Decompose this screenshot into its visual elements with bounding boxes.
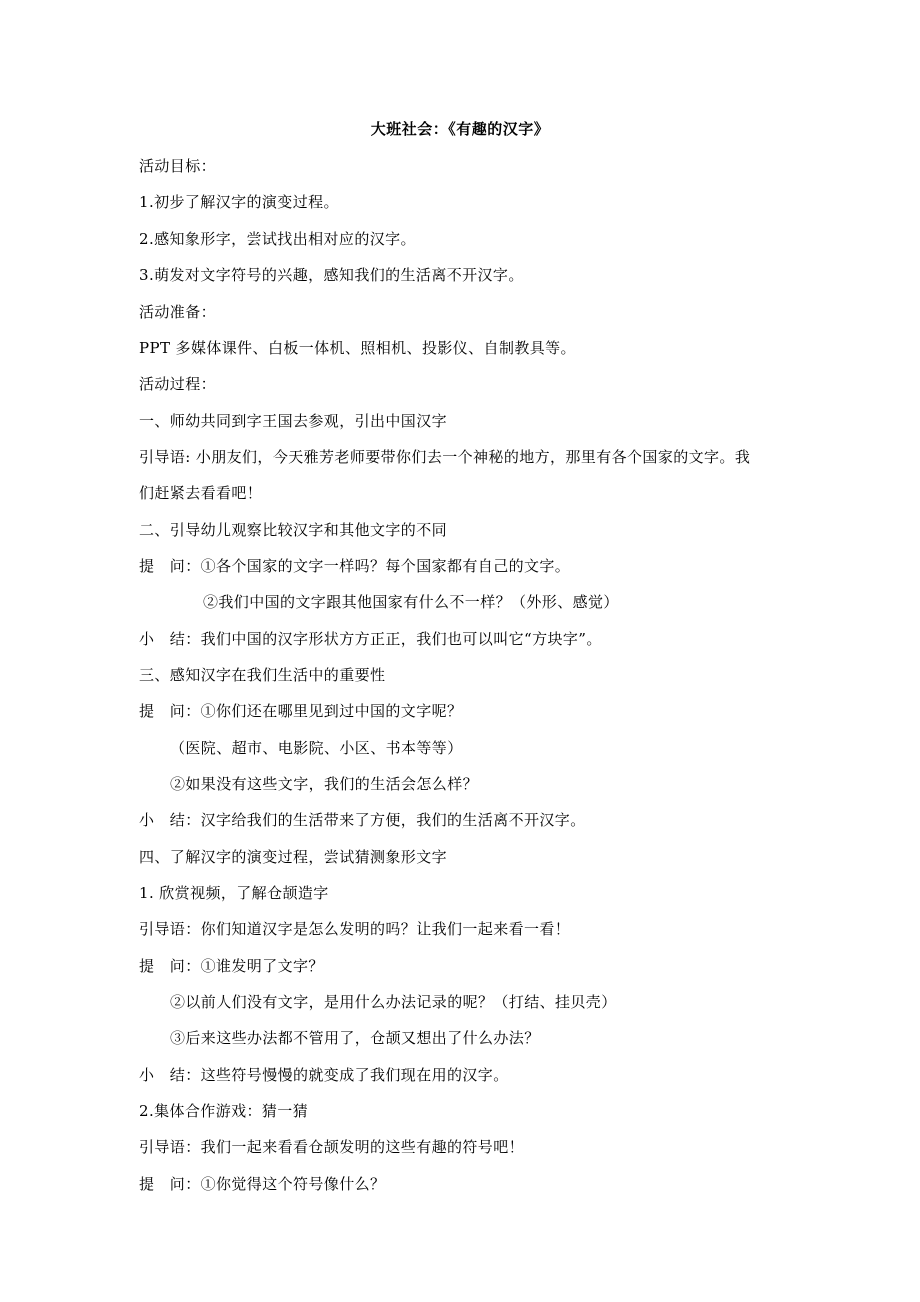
summary-3: 小 结：汉字给我们的生活带来了方便，我们的生活离不开汉字。: [139, 811, 586, 829]
question-3-1: 提 问：①你们还在哪里见到过中国的文字呢？: [139, 702, 463, 720]
section-heading-preparation: 活动准备：: [139, 303, 217, 321]
step-heading-2: 二、引导幼儿观察比较汉字和其他文字的不同: [139, 521, 448, 539]
guide-text-1-cont: 们赶紧去看看吧！: [139, 484, 263, 502]
question-3-2: ②如果没有这些文字，我们的生活会怎么样？: [170, 775, 479, 793]
question-2-2: ②我们中国的文字跟其他国家有什么不一样？（外形、感觉）: [203, 593, 619, 611]
question-4-3: ③后来这些办法都不管用了，仓颉又想出了什么办法？: [170, 1029, 540, 1047]
question-4-2: ②以前人们没有文字，是用什么办法记录的呢？（打结、挂贝壳）: [170, 993, 617, 1011]
step-heading-3: 三、感知汉字在我们生活中的重要性: [139, 666, 386, 684]
goal-item-2: 2.感知象形字，尝试找出相对应的汉字。: [139, 230, 416, 248]
step-heading-4: 四、了解汉字的演变过程，尝试猜测象形文字: [139, 848, 448, 866]
step-heading-1: 一、师幼共同到字王国去参观，引出中国汉字: [139, 412, 448, 430]
answer-3-1: （医院、超市、电影院、小区、书本等等）: [170, 739, 463, 757]
section-heading-goals: 活动目标：: [139, 157, 217, 175]
summary-2: 小 结：我们中国的汉字形状方方正正，我们也可以叫它“方块字”。: [139, 630, 602, 648]
substep-4-1: 1. 欣赏视频，了解仓颉造字: [139, 884, 329, 902]
preparation-text: PPT 多媒体课件、白板一体机、照相机、投影仪、自制教具等。: [139, 339, 576, 357]
question-2-1: 提 问：①各个国家的文字一样吗？每个国家都有自己的文字。: [139, 557, 571, 575]
document-title: 大班社会：《有趣的汉字》: [370, 120, 550, 138]
question-4-4: 提 问：①你觉得这个符号像什么？: [139, 1175, 386, 1193]
guide-text-4-2: 引导语：我们一起来看看仓颉发明的这些有趣的符号吧！: [139, 1138, 525, 1156]
substep-4-2: 2.集体合作游戏：猜一猜: [139, 1102, 309, 1120]
summary-4-1: 小 结：这些符号慢慢的就变成了我们现在用的汉字。: [139, 1066, 509, 1084]
section-heading-process: 活动过程：: [139, 375, 217, 393]
goal-item-1: 1.初步了解汉字的演变过程。: [139, 193, 339, 211]
guide-text-4-1: 引导语：你们知道汉字是怎么发明的吗？让我们一起来看一看！: [139, 920, 571, 938]
question-4-1: 提 问：①谁发明了文字？: [139, 957, 324, 975]
guide-text-1: 引导语: 小朋友们，今天雅芳老师要带你们去一个神秘的地方，那里有各个国家的文字。我: [139, 448, 751, 466]
goal-item-3: 3.萌发对文字符号的兴趣，感知我们的生活离不开汉字。: [139, 266, 524, 284]
